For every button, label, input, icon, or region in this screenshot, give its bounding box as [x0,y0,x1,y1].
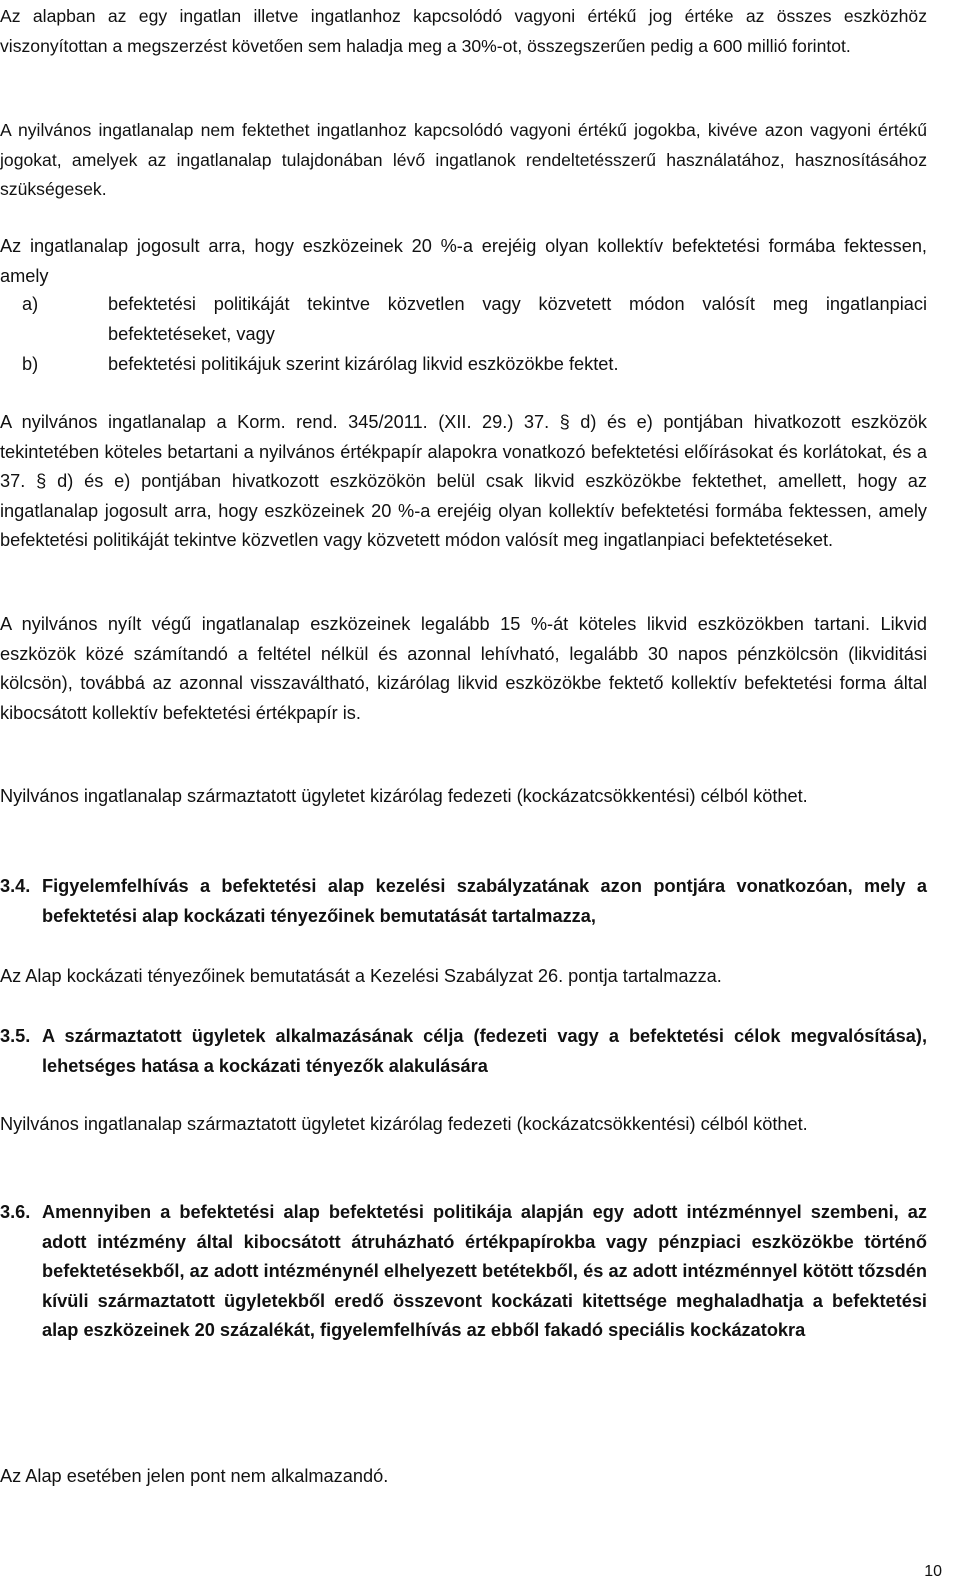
section-number: 3.4. [0,876,31,896]
paragraph-liquid-assets: A nyilvános nyílt végű ingatlanalap eszközeinek legalább 15 %-át köteles likvid eszközökben tartani. Likvid eszközök közé számítandó a feltétel nélkül és azonnal lehívható, legalább 30 napos pénzkölcsön (likviditási kölcsön), továbbá az azonnal visszaváltható, kizárólag likvid eszközökbe fektető kollektív befektetési forma által kibocsátott kollektív befektetési értékpapír is. [0,614,927,723]
paragraph-property-limit: Az alapban az egy ingatlan illetve ingatlanhoz kapcsolódó vagyoni értékű jog értéke az összes eszközhöz viszonyítottan a megszerzést követően sem haladja meg a 30%-ot, összegszerűen pedig a 600 millió forintot. [0,6,927,56]
paragraph-property-rights: A nyilvános ingatlanalap nem fektethet ingatlanhoz kapcsolódó vagyoni értékű jogokba, kivéve azon vagyoni értékű jogokat, amelyek az ingatlanalap tulajdonában lévő ingatlanok rendeltetésszerű használatához, hasznosításához szükségesek. [0,120,927,200]
section-title: Figyelemfelhívás a befektetési alap kezelési szabályzatának azon pontjára vonatkozóan, mely a befektetési alap kockázati tényezőinek bemutatását tartalmazza, [42,876,927,926]
paragraph-collective-investment: Az ingatlanalap jogosult arra, hogy eszközeinek 20 %-a erejéig olyan kollektív befektetési formába fektessen, amely [0,236,927,286]
paragraph-derivatives: Nyilvános ingatlanalap származtatott ügyletet kizárólag fedezeti (kockázatcsökkentési) célból köthet. [0,786,808,806]
section-title: A származtatott ügyletek alkalmazásának célja (fedezeti vagy a befektetési célok megvalósítása), lehetséges hatása a kockázati tényezők alakulására [42,1026,927,1076]
paragraph-derivatives-purpose: Nyilvános ingatlanalap származtatott ügyletet kizárólag fedezeti (kockázatcsökkentési) célból köthet. [0,1114,808,1134]
section-number: 3.5. [0,1026,31,1046]
list-item-text: befektetési politikájuk szerint kizárólag likvid eszközökbe fektet. [108,354,619,374]
page-number: 10 [924,1563,942,1580]
paragraph-not-applicable: Az Alap esetében jelen pont nem alkalmazandó. [0,1466,389,1486]
list-item-label: a) [22,294,39,314]
paragraph-risk-factors: Az Alap kockázati tényezőinek bemutatását a Kezelési Szabályzat 26. pontja tartalmazza. [0,966,722,986]
section-title: Amennyiben a befektetési alap befektetési politikája alapján egy adott intézménnyel szembeni, az adott intézmény által kibocsátott átruházható értékpapírokba vagy pénzpiaci eszközökbe történő befektetésekből, az adott intézménynél elhelyezett betétekből, és az adott intézménnyel kötött tőzsdén kívüli származtatott ügyletekből eredő összevont kockázati kitettsége meghaladhatja a befektetési alap eszközeinek 20 százalékát, figyelemfelhívás az ebből fakadó speciális kockázatokra [42,1202,927,1341]
list-item-label: b) [22,354,39,374]
section-number: 3.6. [0,1202,31,1222]
list-item-text: befektetési politikáját tekintve közvetlen vagy közvetett módon valósít meg ingatlanpiaci befektetéseket, vagy [108,294,927,344]
paragraph-public-fund-rules: A nyilvános ingatlanalap a Korm. rend. 345/2011. (XII. 29.) 37. § d) és e) pontjában hivatkozott eszközök tekintetében köteles betartani a nyilvános értékpapír alapokra vonatkozó befektetési előírásokat és korlátokat, és a 37. § d) és e) pontjában hivatkozott eszközökön belül csak likvid eszközökbe fektethet, amellett, hogy az ingatlanalap jogosult arra, hogy eszközeinek 20 %-a erejéig olyan kollektív befektetési formába fektessen, amely befektetési politikáját tekintve közvetlen vagy közvetett módon valósít meg ingatlanpiaci befektetéseket. [0,412,927,551]
